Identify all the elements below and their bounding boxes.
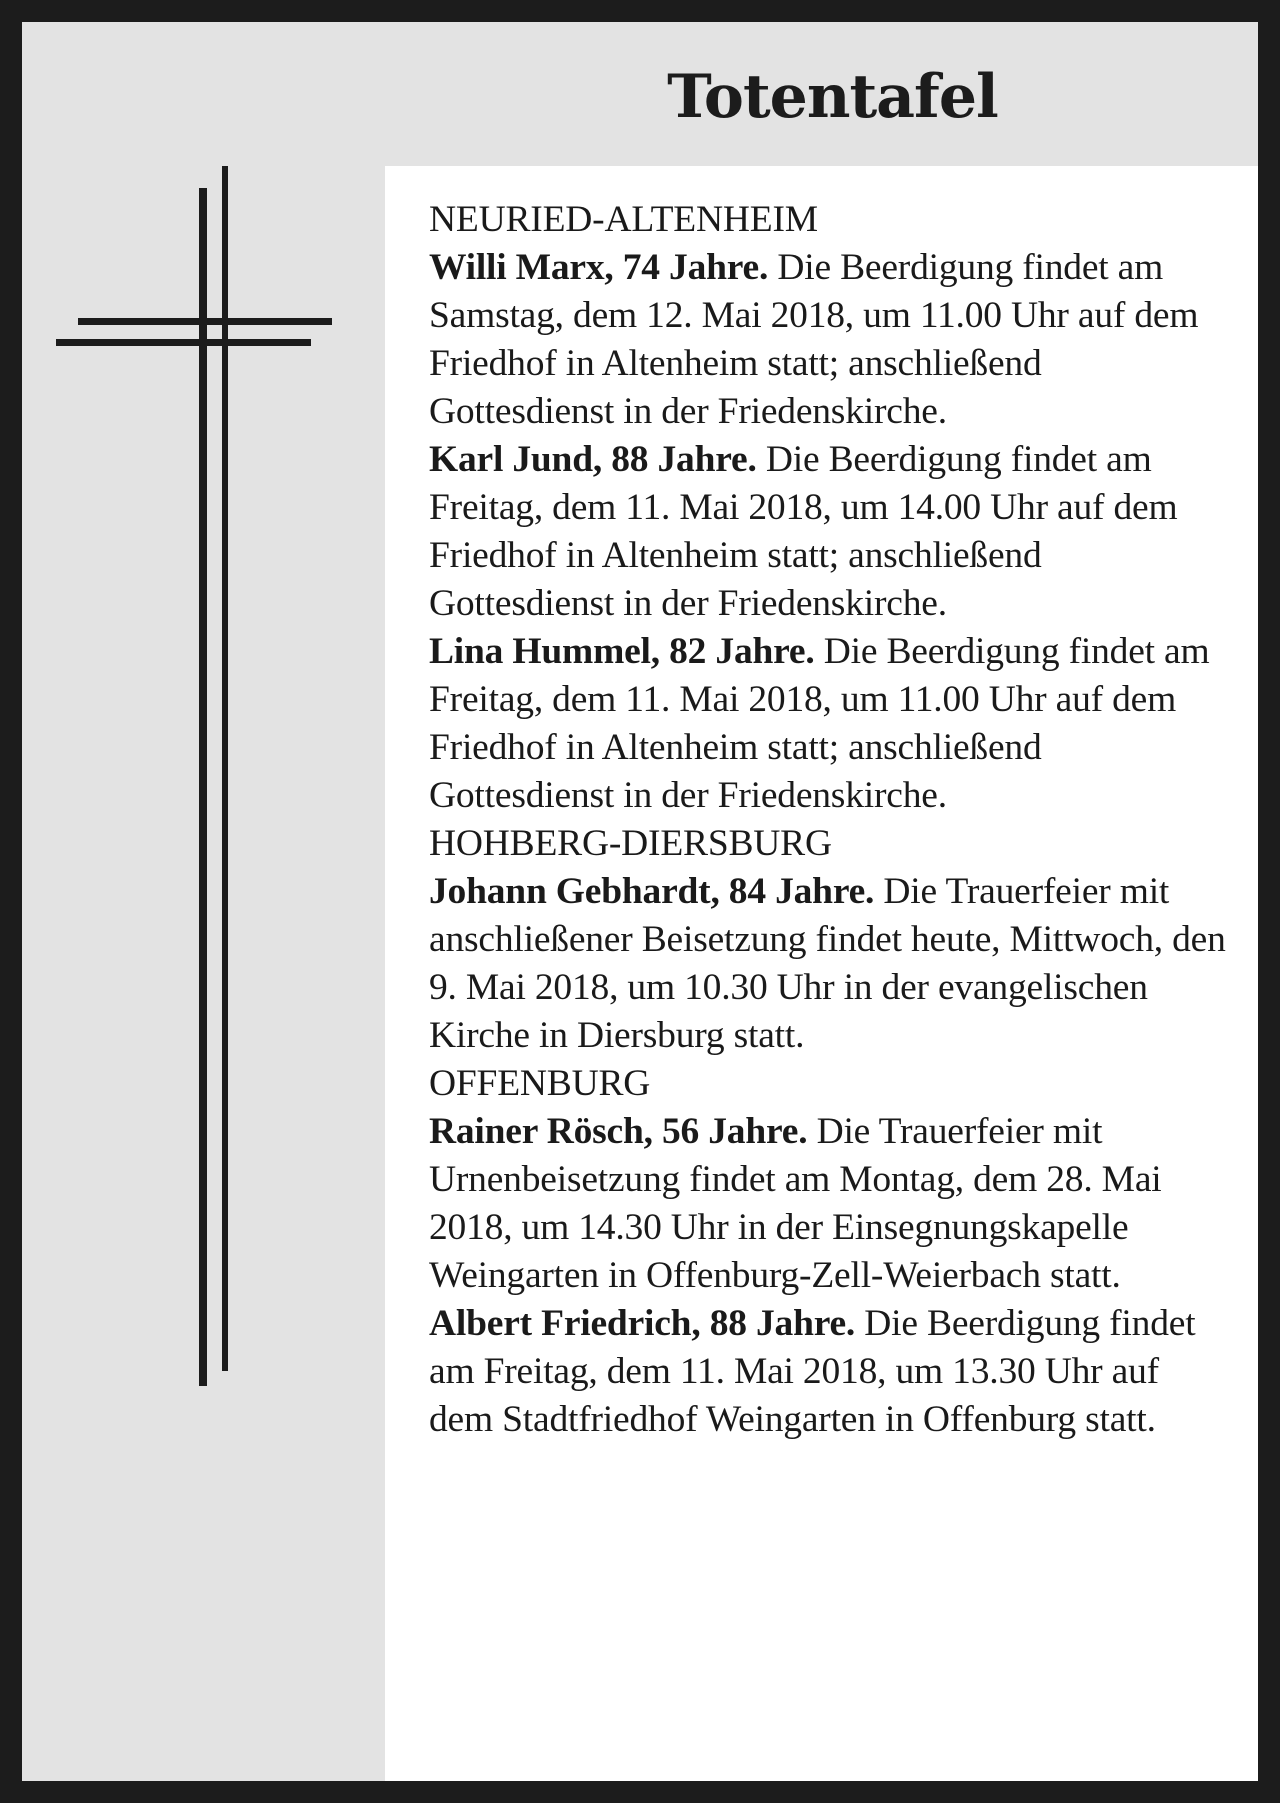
place-heading: NEURIED-ALTENHEIM: [429, 199, 818, 240]
deceased-name: Karl Jund, 88 Jahre.: [429, 439, 757, 480]
obituary-entry: [429, 1108, 1228, 1300]
funeral-details: Die Beerdigung findet am Samstag, dem 12. Mai 2018, um 11.00 Uhr auf dem Friedhof in Altenheim statt; anschließend Gottesdienst in der Friedenskirche.: [429, 247, 1199, 432]
funeral-details: Die Beerdigung findet am Freitag, dem 11. Mai 2018, um 11.00 Uhr auf dem Friedhof in Altenheim statt; anschließend Gottesdienst in der Friedenskirche.: [429, 631, 1210, 816]
deceased-name: Willi Marx, 74 Jahre.: [429, 247, 769, 288]
cross-vertical-bar-right: [222, 166, 228, 1371]
cross-horizontal-bar-upper: [78, 318, 332, 325]
deceased-name: Lina Hummel, 82 Jahre.: [429, 631, 815, 672]
obituary-list: [429, 196, 1228, 1444]
place-heading: HOHBERG-DIERSBURG: [429, 823, 832, 864]
deceased-name: Albert Friedrich, 88 Jahre.: [429, 1303, 856, 1344]
cross-horizontal-bar-lower: [56, 339, 311, 346]
funeral-details: Die Trauerfeier mit Urnenbeisetzung findet am Montag, dem 28. Mai 2018, um 14.30 Uhr in der Einsegnungskapelle Weingarten in Offenburg-Zell-Weierbach statt.: [429, 1111, 1162, 1296]
funeral-details: Die Beerdigung findet am Freitag, dem 11. Mai 2018, um 13.30 Uhr auf dem Stadtfriedhof Weingarten in Offenburg statt.: [429, 1303, 1196, 1440]
obituary-entry: [429, 868, 1228, 1060]
obituary-entry: [429, 628, 1228, 820]
obituary-board: [22, 22, 1258, 1781]
obituary-entry: [429, 436, 1228, 628]
obituary-list-panel: [385, 166, 1258, 1781]
obituary-entry: [429, 1300, 1228, 1444]
funeral-details: Die Trauerfeier mit anschließener Beisetzung findet heute, Mittwoch, den 9. Mai 2018, um 10.30 Uhr in der evangelischen Kirche in Diersburg statt.: [429, 871, 1226, 1056]
page-title: Totentafel: [667, 62, 998, 132]
obituary-entry: [429, 244, 1228, 436]
deceased-name: Johann Gebhardt, 84 Jahre.: [429, 871, 875, 912]
cross-vertical-bar-left: [199, 188, 207, 1386]
deceased-name: Rainer Rösch, 56 Jahre.: [429, 1111, 808, 1152]
funeral-details: Die Beerdigung findet am Freitag, dem 11. Mai 2018, um 14.00 Uhr auf dem Friedhof in Altenheim statt; anschließend Gottesdienst in der Friedenskirche.: [429, 439, 1178, 624]
place-heading: OFFENBURG: [429, 1063, 651, 1104]
latin-double-cross-icon: [22, 22, 382, 1781]
